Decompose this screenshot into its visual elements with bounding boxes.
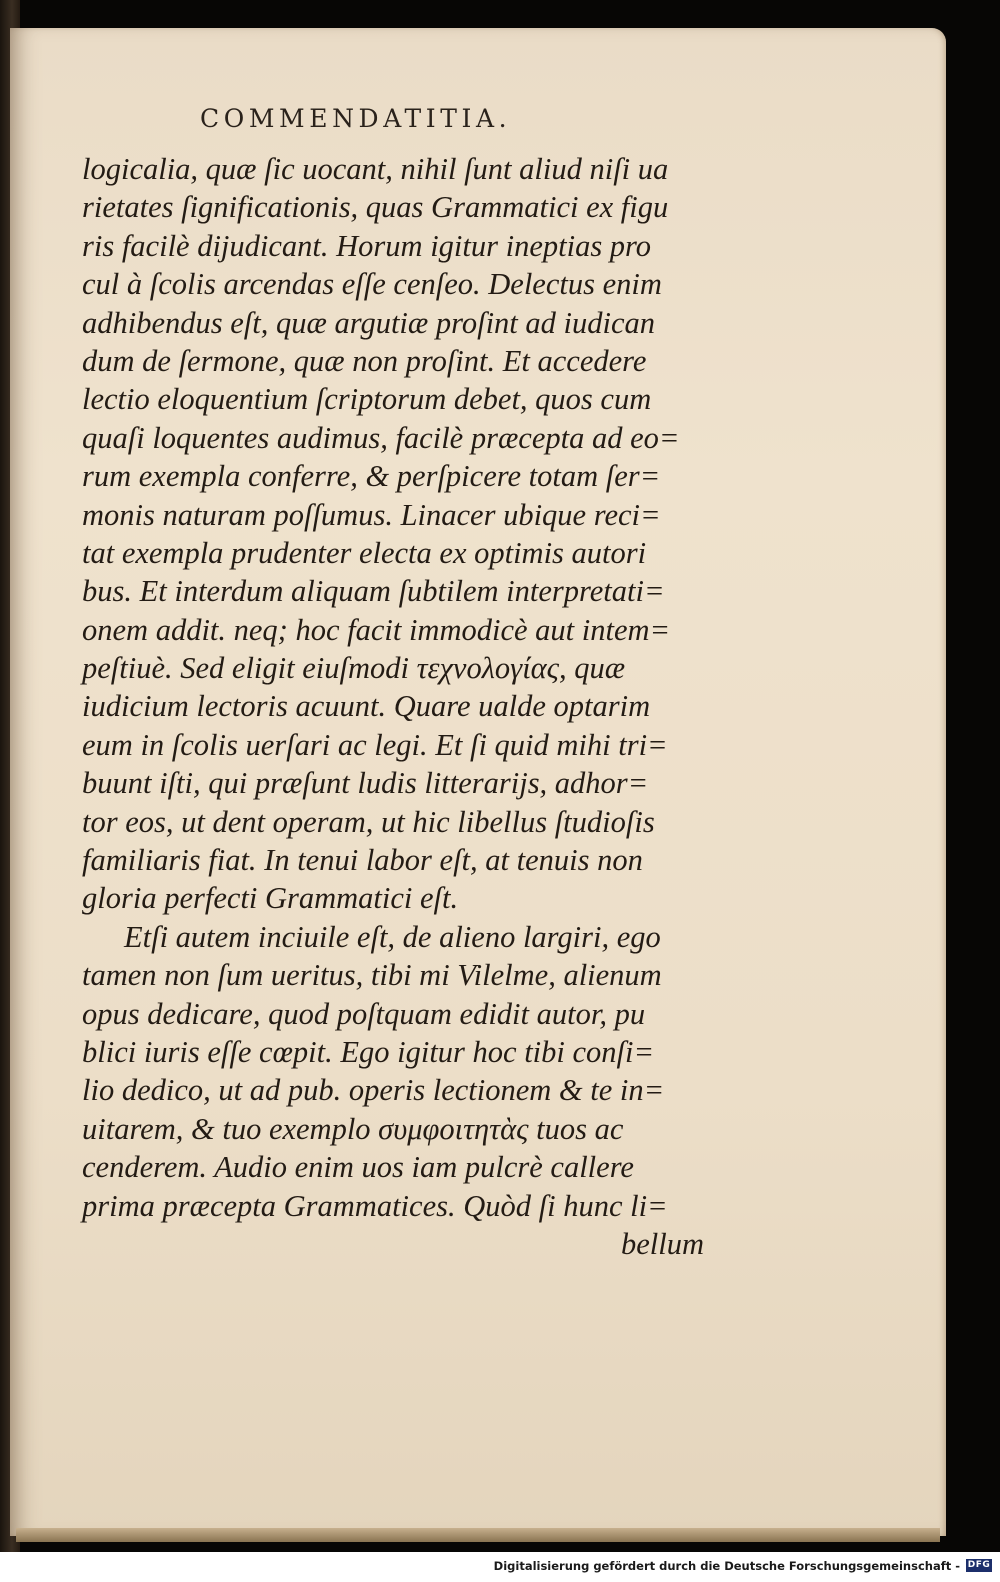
text-line: familiaris fiat. In tenui labor eſt, at tenuis non bbox=[82, 843, 643, 878]
text-line: peſtiuè. Sed eligit eiuſmodi τεχνολογίας, quæ bbox=[82, 651, 626, 686]
funding-credit: Digitalisierung gefördert durch die Deutsche Forschungsgemeinschaft - bbox=[493, 1559, 960, 1573]
text-line: onem addit. neq; hoc facit immodicè aut intem= bbox=[82, 612, 671, 647]
text-line: cenderem. Audio enim uos iam pulcrè callere bbox=[82, 1150, 634, 1185]
text-line: logicalia, quæ ſic uocant, nihil ſunt aliud niſi ua bbox=[82, 152, 669, 186]
text-line: dum de ſermone, quæ non proſint. Et accedere bbox=[82, 343, 647, 378]
footer-bar bbox=[0, 1552, 1000, 1582]
text-line: iudicium lectoris acuunt. Quare ualde optarim bbox=[82, 689, 651, 724]
body-text bbox=[82, 150, 722, 1263]
text-line: rum exempla conferre, & perſpicere totam ſer= bbox=[82, 459, 661, 494]
text-line: tor eos, ut dent operam, ut hic libellus ſtudioſis bbox=[82, 804, 655, 839]
text-line: prima præcepta Grammatices. Quòd ſi hunc li= bbox=[82, 1188, 668, 1223]
text-line: adhibendus eſt, quæ argutiæ proſint ad iudican bbox=[82, 305, 656, 340]
text-line: rietates ſignificationis, quas Grammatici ex figu bbox=[82, 190, 669, 225]
paragraph-start-line: Etſi autem inciuile eſt, de alieno largiri, ego bbox=[124, 919, 661, 954]
running-head: COMMENDATITIA. bbox=[200, 104, 512, 133]
text-line: buunt iſti, qui præſunt ludis litterarijs, adhor= bbox=[82, 766, 649, 801]
text-line: tat exempla prudenter electa ex optimis autori bbox=[82, 535, 647, 570]
text-line: gloria perfecti Grammatici eſt. bbox=[82, 881, 459, 916]
text-line: quaſi loquentes audimus, facilè præcepta ad eo= bbox=[82, 420, 680, 455]
text-line: eum in ſcolis uerſari ac legi. Et ſi quid mihi tri= bbox=[82, 727, 668, 762]
catchword: bellum bbox=[620, 1226, 704, 1261]
text-line: lio dedico, ut ad pub. operis lectionem & te in= bbox=[82, 1073, 665, 1108]
text-line: cul à ſcolis arcendas eſſe cenſeo. Delectus enim bbox=[82, 267, 662, 302]
text-line: ris facilè dijudicant. Horum igitur ineptias pro bbox=[82, 228, 652, 263]
text-line: tamen non ſum ueritus, tibi mi Vilelme, alienum bbox=[82, 958, 662, 993]
text-line: monis naturam poſſumus. Linacer ubique reci= bbox=[82, 497, 661, 532]
text-line: blici iuris eſſe cœpit. Ego igitur hoc tibi conſi= bbox=[82, 1034, 655, 1069]
text-line: lectio eloquentium ſcriptorum debet, quos cum bbox=[82, 382, 652, 417]
text-line: opus dedicare, quod poſtquam edidit autor, pu bbox=[82, 996, 646, 1031]
page-bottom-edge bbox=[16, 1528, 940, 1542]
text-line: bus. Et interdum aliquam ſubtilem interpretati= bbox=[82, 574, 665, 609]
dfg-logo-icon: DFG bbox=[967, 1560, 991, 1570]
text-line: uitarem, & tuo exemplo συμφοιτητὰς tuos ac bbox=[82, 1111, 624, 1146]
